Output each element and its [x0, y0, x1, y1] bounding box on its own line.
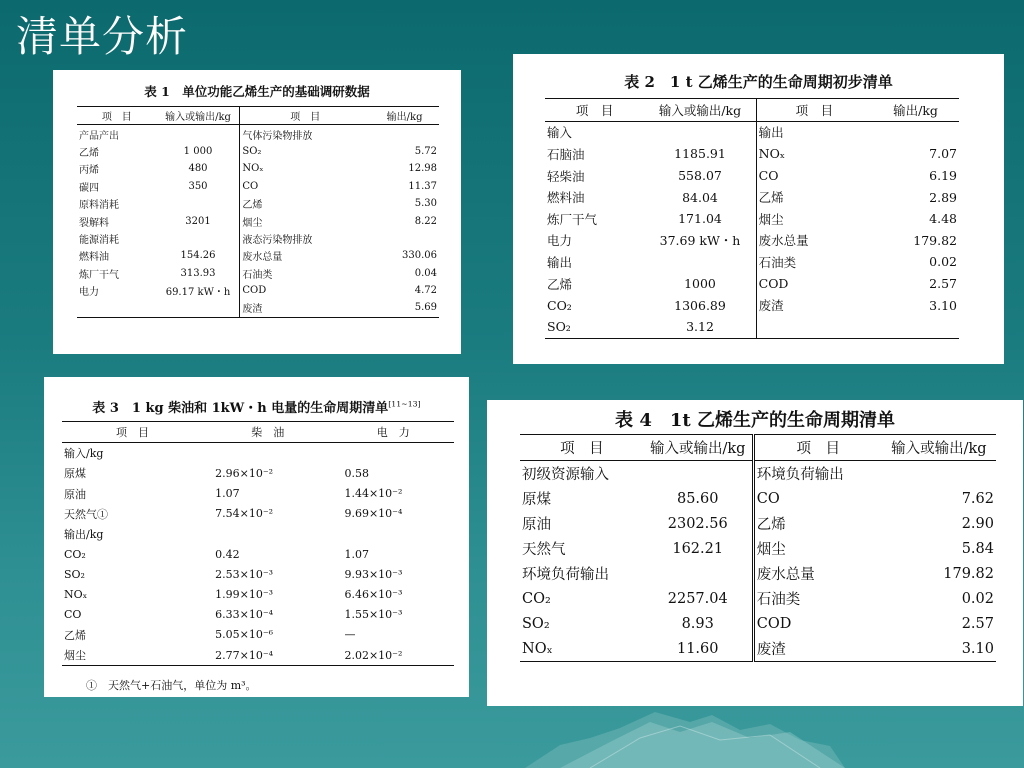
item-name: 烟尘: [756, 208, 872, 230]
item-name: 乙烯: [756, 186, 872, 208]
item-name: 乙烯: [240, 195, 370, 212]
item-name: 电力: [79, 287, 99, 299]
item-name: 天然气: [522, 542, 566, 558]
item-value: 12.98: [408, 163, 437, 175]
item-value: 2.89: [929, 189, 957, 205]
item-value: 7.07: [929, 146, 957, 162]
table1-title: 表 1 单位功能乙烯生产的基础调研数据: [144, 84, 370, 99]
item-name: 裂解料: [79, 217, 109, 229]
table1-header: 项 目: [77, 107, 157, 125]
diesel-value: 2.53×10⁻³: [215, 567, 274, 581]
item-value: 0.02: [961, 590, 994, 607]
item-name: SO₂: [545, 316, 644, 338]
table3-footnote: ① 天然气+石油气，单位为 m³。: [86, 679, 257, 692]
item-value: 3.12: [644, 316, 756, 338]
item-value: 1185.91: [674, 146, 726, 162]
item-value: 5.72: [414, 145, 437, 157]
item-value: 171.04: [678, 211, 722, 227]
item-name: 乙烯: [547, 276, 573, 292]
diesel-value: 6.33×10⁻⁴: [215, 608, 274, 622]
item-value: 0.02: [929, 254, 957, 270]
item-value: 5.69: [370, 299, 439, 317]
item-name: CO₂: [522, 590, 551, 607]
diesel-value: 1.99×10⁻³: [215, 588, 274, 602]
item-name: 烟尘: [753, 536, 882, 561]
item-name: SO₂: [64, 567, 85, 581]
item-value: 480: [188, 163, 208, 175]
item-value: 11.37: [408, 180, 437, 192]
item-name: 废渣: [756, 294, 872, 316]
power-value: 1.44×10⁻²: [344, 487, 403, 501]
table2-title: 表 2 1 t 乙烯生产的生命周期初步清单: [624, 73, 893, 91]
slide-title: 清单分析: [16, 12, 189, 61]
power-value: 6.46×10⁻³: [344, 588, 403, 602]
item-name: 石油类: [756, 251, 872, 273]
item-name: COD: [756, 273, 872, 295]
table3-title-text: 表 3 1 kg 柴油和 1kW・h 电量的生命周期清单: [92, 401, 389, 416]
item-name: 轻柴油: [547, 168, 585, 184]
item-value: 69.17 kW・h: [165, 287, 231, 299]
item-value: 84.04: [682, 189, 718, 205]
item-value: 0.04: [414, 267, 437, 279]
item-value: 3201: [185, 215, 211, 227]
item-name: 输出: [756, 121, 872, 143]
item-name: 炼厂干气: [79, 269, 119, 281]
table4-title: 表 4 1t 乙烯生产的生命周期清单: [615, 410, 895, 431]
table2-header: 输入或输出/kg: [644, 99, 756, 122]
item-value: 2.57: [929, 276, 957, 292]
item-name: 液态污染物排放: [240, 230, 370, 247]
item-name: 原油: [64, 487, 86, 501]
item-value: 313.93: [180, 267, 216, 279]
power-value: 9.69×10⁻⁴: [344, 507, 403, 521]
item-name: 气体污染物排放: [240, 125, 370, 143]
item-value: 3.10: [882, 636, 996, 662]
item-name: 石油类: [753, 586, 882, 611]
item-name: NOₓ: [64, 588, 88, 602]
item-value: 7.62: [961, 490, 994, 507]
item-name: 废水总量: [240, 247, 370, 264]
item-name: 输出: [547, 254, 573, 270]
item-value: 2.57: [961, 615, 994, 632]
table1-header: 项 目: [240, 107, 370, 125]
item-value: 3.10: [929, 297, 957, 313]
item-name: 烟尘: [240, 212, 370, 229]
item-name: NOₓ: [756, 143, 872, 165]
power-value: 1.07: [344, 547, 369, 561]
item-name: CO₂: [64, 547, 86, 561]
item-value: 4.72: [414, 285, 437, 297]
item-name: CO: [64, 608, 82, 622]
item-name: CO₂: [547, 297, 572, 313]
table4-header: 输入或输出/kg: [882, 435, 996, 461]
table2-header: 输出/kg: [872, 99, 959, 122]
item-name: COD: [240, 282, 370, 299]
item-name: 输入: [547, 125, 573, 141]
item-value: 162.21: [672, 540, 724, 557]
item-name: 产品产出: [79, 130, 119, 142]
table2-header: 项 目: [756, 99, 872, 122]
item-value: 8.22: [414, 215, 437, 227]
item-value: 5.30: [414, 198, 437, 210]
item-name: 燃料油: [547, 190, 585, 206]
item-name: NOₓ: [520, 636, 644, 662]
item-value: 85.60: [676, 490, 719, 507]
item-name: 废水总量: [753, 561, 882, 586]
item-value: 2257.04: [667, 590, 728, 607]
item-name: 电力: [547, 233, 573, 249]
power-value: —: [344, 628, 356, 642]
power-value: 2.02×10⁻²: [332, 645, 454, 666]
diesel-value: 2.77×10⁻⁴: [203, 645, 332, 666]
diesel-value: 7.54×10⁻²: [215, 507, 274, 521]
item-name: 原煤: [522, 492, 551, 508]
table2-header: 项 目: [545, 99, 644, 122]
item-name: 输出/kg: [64, 528, 104, 542]
item-name: 废渣: [753, 636, 882, 662]
item-value: 37.69 kW・h: [659, 233, 741, 249]
item-name: 原油: [522, 517, 551, 533]
item-name: COD: [753, 611, 882, 636]
item-value: 1306.89: [674, 297, 726, 313]
diesel-value: 2.96×10⁻²: [215, 466, 274, 480]
item-value: 11.60: [644, 636, 753, 662]
item-value: 330.06: [402, 250, 437, 262]
power-value: 0.58: [344, 466, 369, 480]
item-value: 1 000: [183, 145, 213, 157]
item-value: 4.48: [929, 211, 957, 227]
item-name: 输入/kg: [64, 447, 104, 461]
item-name: 原煤: [64, 467, 86, 481]
item-name: 烟尘: [62, 645, 203, 666]
item-name: NOₓ: [240, 160, 370, 177]
item-name: 能源消耗: [79, 234, 119, 246]
item-value: 179.82: [943, 565, 994, 582]
item-name: 燃料油: [79, 252, 109, 264]
power-value: 1.55×10⁻³: [344, 608, 403, 622]
item-name: 天然气①: [64, 507, 108, 521]
table3-title-ref: [11~13]: [388, 399, 421, 409]
item-name: 丙烯: [79, 165, 99, 177]
table3-header: 电 力: [332, 422, 454, 443]
item-name: 废水总量: [756, 230, 872, 252]
item-name: 石脑油: [547, 146, 585, 162]
item-name: 环境负荷输出: [522, 567, 609, 583]
item-name: CO: [753, 486, 882, 511]
diesel-value: 1.07: [215, 487, 240, 501]
item-value: 2.90: [961, 515, 994, 532]
diesel-value: 5.05×10⁻⁶: [215, 628, 274, 642]
item-name: SO₂: [522, 615, 550, 632]
item-value: 6.19: [929, 168, 957, 184]
item-name: 环境负荷输出: [753, 461, 882, 487]
table3-header: 项 目: [62, 422, 203, 443]
item-value: 1000: [684, 276, 716, 292]
item-name: 废渣: [240, 299, 370, 317]
table4-header: 项 目: [520, 435, 644, 461]
item-value: 8.93: [681, 615, 714, 632]
item-value: 558.07: [678, 168, 722, 184]
item-name: 乙烯: [753, 511, 882, 536]
item-name: 原料消耗: [79, 200, 119, 212]
item-name: 初级资源输入: [522, 467, 609, 483]
item-value: 350: [188, 180, 208, 192]
item-name: 炼厂干气: [547, 211, 598, 227]
item-value: 2302.56: [667, 515, 728, 532]
table3-header: 柴 油: [203, 422, 332, 443]
item-value: 179.82: [913, 232, 957, 248]
table1-header: 输出/kg: [370, 107, 439, 125]
item-name: 石油类: [240, 265, 370, 282]
table1-header: 输入或输出/kg: [157, 107, 240, 125]
item-name: CO: [240, 178, 370, 195]
item-name: 乙烯: [64, 628, 86, 642]
item-name: 乙烯: [79, 147, 99, 159]
item-name: 碳四: [79, 182, 99, 194]
item-value: 5.84: [961, 540, 994, 557]
power-value: 9.93×10⁻³: [344, 567, 403, 581]
table4-header: 项 目: [753, 435, 882, 461]
item-name: SO₂: [240, 143, 370, 160]
item-name: CO: [756, 165, 872, 187]
item-value: 154.26: [180, 250, 216, 262]
table4-header: 输入或输出/kg: [644, 435, 753, 461]
diesel-value: 0.42: [215, 547, 240, 561]
